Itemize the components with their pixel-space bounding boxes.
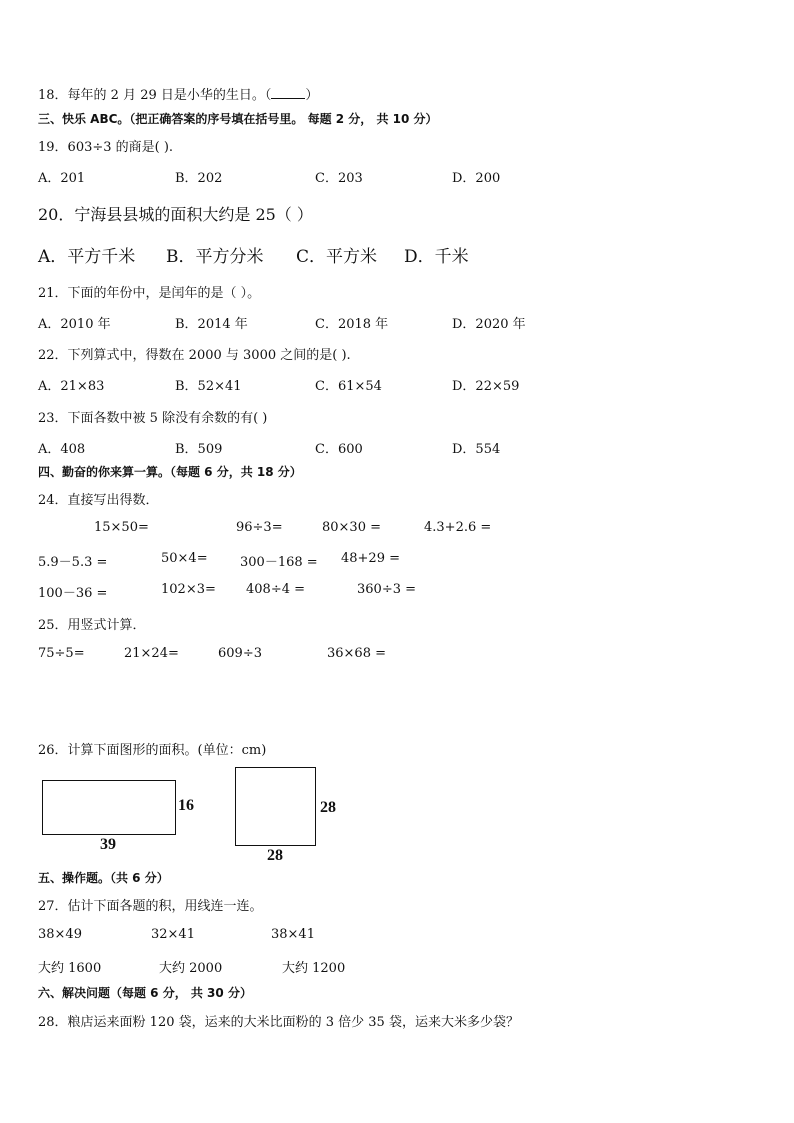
q19-option-b: B．202 xyxy=(175,171,223,186)
calc-item: 48+29 = xyxy=(341,551,401,566)
q22-option-b: B．52×41 xyxy=(175,379,242,394)
estimate-expression[interactable]: 38×49 xyxy=(38,927,82,942)
calc-item: 50×4= xyxy=(161,551,208,566)
question-19: 19．603÷3 的商是( ). xyxy=(38,140,174,155)
q21-option-b: B．2014 年 xyxy=(175,317,248,332)
section-4-heading: 四、勤奋的你来算一算。（每题 6 分，共 18 分） xyxy=(38,465,302,479)
q20-option-c: C．平方米 xyxy=(296,247,378,267)
q20-option-d: D．千米 xyxy=(404,247,469,267)
question-23: 23．下面各数中被 5 除没有余数的有( ) xyxy=(38,411,268,426)
calc-item: 408÷4 = xyxy=(246,582,306,597)
question-25: 25．用竖式计算． xyxy=(38,618,146,633)
q23-option-b: B．509 xyxy=(175,442,223,457)
rectangle-height-label: 16 xyxy=(178,797,194,814)
estimate-expression[interactable]: 32×41 xyxy=(151,927,195,942)
question-20: 20．宁海县县城的面积大约是 25（ ） xyxy=(38,205,313,224)
section-3-heading: 三、快乐 ABC。（把正确答案的序号填在括号里。 每题 2 分， 共 10 分） xyxy=(38,112,438,126)
vertical-calc-item: 75÷5= xyxy=(38,646,85,661)
square-width-label: 28 xyxy=(267,847,283,864)
calc-item: 5.9－5.3 = xyxy=(38,555,108,570)
question-18: 18．每年的 2 月 29 日是小华的生日。（ ） xyxy=(38,88,319,103)
calc-item: 102×3= xyxy=(161,582,216,597)
q23-option-a: A．408 xyxy=(38,442,86,457)
q21-option-d: D．2020 年 xyxy=(452,317,526,332)
question-24: 24．直接写出得数． xyxy=(38,493,159,508)
estimate-value[interactable]: 大约 1600 xyxy=(38,961,102,976)
q21-option-c: C．2018 年 xyxy=(315,317,389,332)
calc-item: 100－36 = xyxy=(38,586,108,601)
section-6-heading: 六、解决问题（每题 6 分， 共 30 分） xyxy=(38,986,252,1000)
question-27: 27．估计下面各题的积，用线连一连。 xyxy=(38,899,263,914)
rectangle-figure xyxy=(42,780,176,835)
q22-option-a: A．21×83 xyxy=(38,379,105,394)
q20-option-b: B．平方分米 xyxy=(166,247,264,267)
q20-option-a: A．平方千米 xyxy=(38,247,136,267)
calc-item: 300－168 = xyxy=(240,555,318,570)
estimate-value[interactable]: 大约 2000 xyxy=(159,961,223,976)
calc-item: 80×30 = xyxy=(322,520,382,535)
calc-item: 360÷3 = xyxy=(357,582,417,597)
vertical-calc-item: 21×24= xyxy=(124,646,179,661)
answer-blank[interactable] xyxy=(271,87,305,99)
question-26: 26．计算下面图形的面积。(单位：cm) xyxy=(38,743,267,758)
calc-item: 96÷3= xyxy=(236,520,283,535)
square-figure xyxy=(235,767,316,846)
q22-option-d: D．22×59 xyxy=(452,379,520,394)
rectangle-width-label: 39 xyxy=(100,836,116,853)
q21-option-a: A．2010 年 xyxy=(38,317,111,332)
q23-option-c: C．600 xyxy=(315,442,363,457)
square-height-label: 28 xyxy=(320,799,336,816)
section-5-heading: 五、操作题。（共 6 分） xyxy=(38,871,169,885)
question-21: 21．下面的年份中，是闰年的是（ ）。 xyxy=(38,286,261,301)
question-28: 28．粮店运来面粉 120 袋，运来的大米比面粉的 3 倍少 35 袋，运来大米多少袋？ xyxy=(38,1015,519,1030)
q19-option-d: D．200 xyxy=(452,171,501,186)
calc-item: 15×50= xyxy=(94,520,149,535)
vertical-calc-item: 36×68 = xyxy=(327,646,387,661)
q19-option-a: A．201 xyxy=(38,171,86,186)
estimate-expression[interactable]: 38×41 xyxy=(271,927,315,942)
q19-option-c: C．203 xyxy=(315,171,363,186)
q22-option-c: C．61×54 xyxy=(315,379,382,394)
question-22: 22．下列算式中，得数在 2000 与 3000 之间的是( ). xyxy=(38,348,351,363)
q23-option-d: D．554 xyxy=(452,442,501,457)
calc-item: 4.3+2.6 = xyxy=(424,520,492,535)
estimate-value[interactable]: 大约 1200 xyxy=(282,961,346,976)
vertical-calc-item: 609÷3 xyxy=(218,646,262,661)
